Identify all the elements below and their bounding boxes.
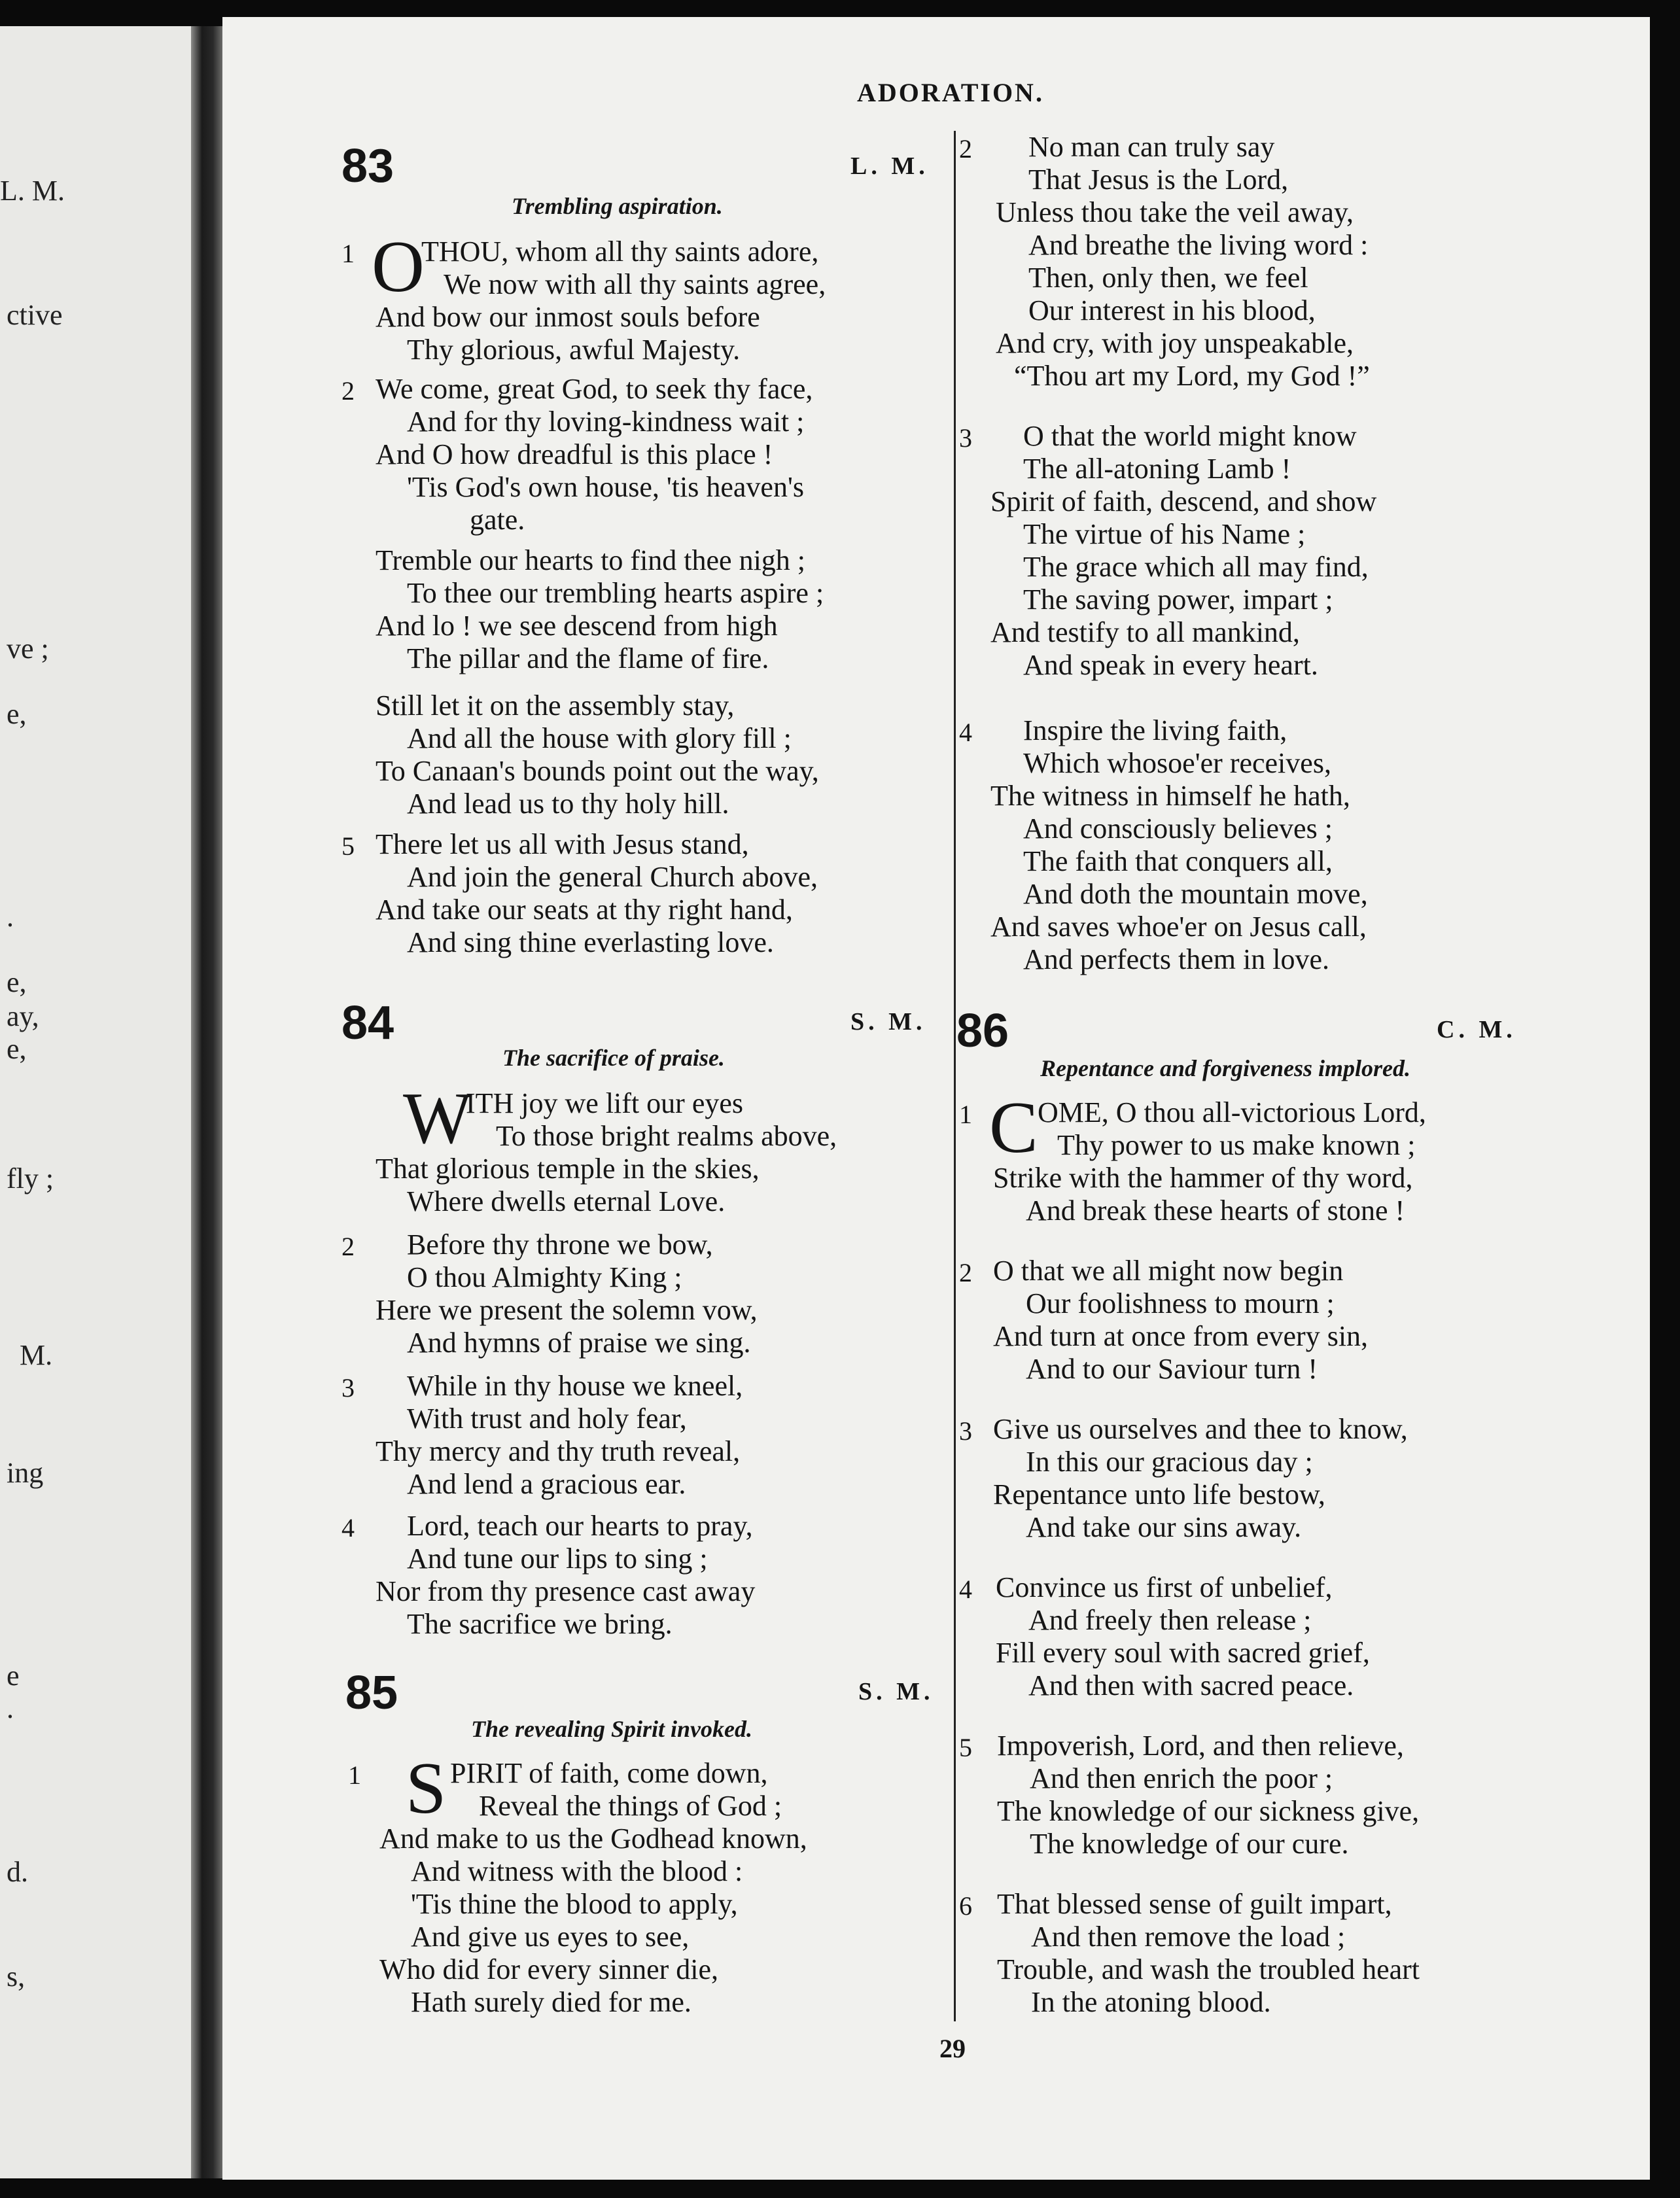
left-fragment: . [7, 1692, 14, 1724]
verse-line: Strike with the hammer of thy word, [993, 1162, 1413, 1194]
verse-line: While in thy house we kneel, [407, 1370, 743, 1402]
verse-line: Who did for every sinner die, [379, 1953, 719, 1985]
verse-line: The pillar and the flame of fire. [407, 642, 769, 674]
verse-line: The knowledge of our cure. [1030, 1828, 1349, 1860]
verse-line: We come, great God, to seek thy face, [376, 373, 813, 405]
verse-line: And then enrich the poor ; [1030, 1762, 1333, 1794]
verse-line: Unless thou take the veil away, [996, 196, 1354, 228]
hymn-meter: L. M. [850, 152, 929, 180]
verse-line: Hath surely died for me. [411, 1986, 691, 2018]
verse-line: And O how dreadful is this place ! [376, 438, 773, 470]
verse-line: Our foolishness to mourn ; [1026, 1287, 1335, 1319]
verse-line: The saving power, impart ; [1023, 584, 1333, 616]
hymn-meter: S. M. [850, 1008, 926, 1036]
verse-line: And sing thine everlasting love. [407, 926, 774, 958]
verse-line: That blessed sense of guilt impart, [997, 1888, 1392, 1920]
hymn-number: 86 [956, 1005, 1009, 1057]
verse-line: To thee our trembling hearts aspire ; [407, 577, 824, 609]
verse-line: And bow our inmost souls before [376, 301, 760, 333]
verse-number: 4 [341, 1513, 355, 1543]
verse-line: O thou Almighty King ; [407, 1261, 682, 1293]
verse-line: And make to us the Godhead known, [379, 1823, 807, 1855]
verse-line: Inspire the living faith, [1023, 714, 1287, 746]
verse-line: And lend a gracious ear. [407, 1468, 686, 1500]
left-fragment: e, [7, 698, 27, 730]
left-fragment: ing [7, 1457, 44, 1489]
verse-line: ITH joy we lift our eyes [466, 1087, 743, 1119]
verse-line: Where dwells eternal Love. [407, 1185, 726, 1217]
verse-line: We now with all thy saints agree, [444, 268, 826, 300]
verse-line: The all-atoning Lamb ! [1023, 453, 1291, 485]
verse-line: The faith that conquers all, [1023, 845, 1333, 877]
verse-line: There let us all with Jesus stand, [376, 828, 749, 860]
drop-cap: C [989, 1087, 1038, 1168]
verse-number: 3 [959, 1416, 972, 1446]
left-page [0, 26, 196, 2178]
verse-line: And to our Saviour turn ! [1026, 1353, 1318, 1385]
drop-cap: S [406, 1748, 447, 1829]
verse-line: PIRIT of faith, come down, [450, 1757, 768, 1789]
verse-line: “Thou art my Lord, my God !” [1014, 360, 1370, 392]
left-fragment: ve ; [7, 633, 49, 665]
verse-number: 1 [341, 239, 355, 268]
hymn-title: The revealing Spirit invoked. [471, 1716, 752, 1742]
verse-line: Before thy throne we bow, [407, 1229, 713, 1261]
verse-number: 4 [959, 718, 972, 747]
verse-line: And freely then release ; [1028, 1604, 1312, 1636]
verse-line: Convince us first of unbelief, [996, 1571, 1333, 1603]
verse-number: 2 [341, 1232, 355, 1261]
left-fragment: M. [20, 1339, 53, 1371]
verse-line: And join the general Church above, [407, 861, 818, 893]
verse-line: Here we present the solemn vow, [376, 1294, 758, 1326]
verse-line: And perfects them in love. [1023, 943, 1329, 975]
verse-line: The sacrifice we bring. [407, 1608, 673, 1640]
hymn-number: 83 [341, 140, 394, 192]
hymn-meter: C. M. [1437, 1016, 1516, 1043]
verse-line: Lord, teach our hearts to pray, [407, 1510, 753, 1542]
left-fragment: L. M. [0, 175, 65, 207]
page-header: ADORATION. [857, 78, 1044, 107]
verse-line: And hymns of praise we sing. [407, 1327, 751, 1359]
verse-number: 5 [959, 1733, 972, 1762]
verse-number: 2 [959, 134, 972, 164]
verse-line: The virtue of his Name ; [1023, 518, 1306, 550]
verse-line: Which whosoe'er receives, [1023, 747, 1331, 779]
verse-line: Thy glorious, awful Majesty. [407, 334, 741, 366]
verse-line: Nor from thy presence cast away [376, 1575, 756, 1607]
verse-number: 1 [348, 1760, 361, 1790]
verse-line: Thy mercy and thy truth reveal, [376, 1435, 741, 1467]
verse-line: That Jesus is the Lord, [1028, 164, 1289, 196]
verse-line: And take our seats at thy right hand, [376, 894, 793, 926]
verse-line: And then with sacred peace. [1028, 1669, 1354, 1701]
verse-line: And testify to all mankind, [990, 616, 1300, 648]
verse-number: 2 [341, 376, 355, 406]
verse-line: 'Tis thine the blood to apply, [411, 1888, 738, 1920]
verse-line: And lo ! we see descend from high [376, 610, 778, 642]
drop-cap: O [372, 226, 425, 307]
verse-number: 6 [959, 1891, 972, 1921]
verse-number: 5 [341, 831, 355, 861]
verse-number: 4 [959, 1575, 972, 1604]
verse-line: And saves whoe'er on Jesus call, [990, 911, 1367, 943]
verse-line: And witness with the blood : [411, 1855, 743, 1887]
verse-line: And break these hearts of stone ! [1026, 1195, 1405, 1227]
verse-line: Trouble, and wash the troubled heart [997, 1953, 1420, 1985]
verse-line: And for thy loving-kindness wait ; [407, 406, 805, 438]
verse-line: Repentance unto life bestow, [993, 1478, 1325, 1510]
verse-line: Tremble our hearts to find thee nigh ; [376, 544, 806, 576]
verse-line: No man can truly say [1028, 131, 1275, 163]
verse-line: And lead us to thy holy hill. [407, 788, 729, 820]
column-divider [954, 131, 956, 2021]
verse-line: And tune our lips to sing ; [407, 1543, 708, 1575]
verse-line: Reveal the things of God ; [479, 1790, 782, 1822]
verse-line: To those bright realms above, [496, 1120, 837, 1152]
verse-line: THOU, whom all thy saints adore, [421, 236, 819, 268]
verse-line: Thy power to us make known ; [1057, 1129, 1416, 1161]
verse-number: 3 [341, 1373, 355, 1403]
verse-line: Give us ourselves and thee to know, [993, 1413, 1408, 1445]
verse-line: Impoverish, Lord, and then relieve, [997, 1730, 1404, 1762]
verse-line: With trust and holy fear, [407, 1403, 687, 1435]
verse-number: 3 [959, 423, 972, 453]
verse-line: The grace which all may find, [1023, 551, 1369, 583]
verse-line: That glorious temple in the skies, [376, 1153, 760, 1185]
hymn-number: 85 [345, 1667, 398, 1719]
drop-cap: W [403, 1078, 472, 1159]
verse-line: In this our gracious day ; [1026, 1446, 1313, 1478]
verse-line: O that the world might know [1023, 420, 1357, 452]
verse-line: And doth the mountain move, [1023, 878, 1368, 910]
left-fragment: e, [7, 1033, 27, 1065]
verse-line: The knowledge of our sickness give, [997, 1795, 1420, 1827]
verse-line: Fill every soul with sacred grief, [996, 1637, 1370, 1669]
verse-line: OME, O thou all-victorious Lord, [1038, 1096, 1426, 1128]
verse-line: Our interest in his blood, [1028, 294, 1316, 326]
verse-line: In the atoning blood. [1031, 1986, 1271, 2018]
hymn-title: Repentance and forgiveness implored. [1040, 1055, 1410, 1081]
verse-line: The witness in himself he hath, [990, 780, 1350, 812]
left-fragment: e [7, 1660, 20, 1692]
verse-line: And then remove the load ; [1031, 1921, 1346, 1953]
verse-line: Spirit of faith, descend, and show [990, 485, 1377, 517]
verse-number: 1 [959, 1100, 972, 1129]
verse-number: 2 [959, 1258, 972, 1287]
verse-line: Then, only then, we feel [1028, 262, 1308, 294]
left-fragment: . [7, 901, 14, 933]
verse-line: Still let it on the assembly stay, [376, 689, 735, 722]
verse-line: And consciously believes ; [1023, 812, 1333, 845]
hymn-number: 84 [341, 997, 394, 1049]
verse-line: To Canaan's bounds point out the way, [376, 755, 819, 787]
page-number: 29 [939, 2034, 966, 2063]
verse-line: O that we all might now begin [993, 1255, 1344, 1287]
verse-line: And take our sins away. [1026, 1511, 1302, 1543]
left-fragment: fly ; [7, 1162, 54, 1195]
left-fragment: ay, [7, 1000, 39, 1032]
verse-line: And give us eyes to see, [411, 1921, 690, 1953]
left-fragment: e, [7, 966, 27, 998]
verse-line: And breathe the living word : [1028, 229, 1369, 261]
verse-line: And turn at once from every sin, [993, 1320, 1369, 1352]
book-gutter [191, 26, 222, 2178]
hymn-title: The sacrifice of praise. [502, 1045, 725, 1071]
left-fragment: s, [7, 1961, 26, 1993]
left-fragment: ctive [7, 299, 63, 331]
verse-line: And cry, with joy unspeakable, [996, 327, 1354, 359]
verse-line: 'Tis God's own house, 'tis heaven's [407, 471, 804, 503]
verse-line: And speak in every heart. [1023, 649, 1318, 681]
hymn-title: Trembling aspiration. [512, 193, 723, 219]
left-fragment: d. [7, 1856, 28, 1888]
hymn-meter: S. M. [858, 1678, 934, 1705]
verse-line: And all the house with glory fill ; [407, 722, 792, 754]
verse-line: gate. [470, 504, 525, 536]
